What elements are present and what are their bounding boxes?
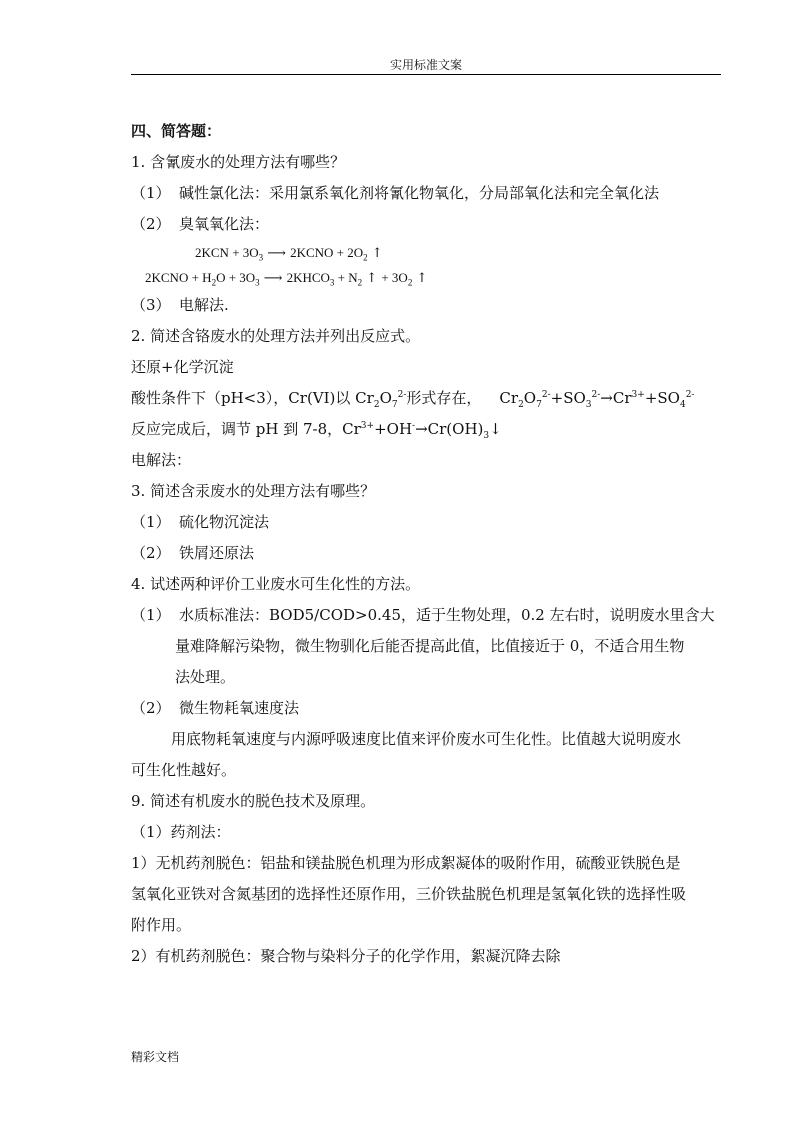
- item-text: 铁屑还原法: [179, 544, 255, 562]
- item-number: （1）: [131, 513, 171, 531]
- q1-title: 1. 含氰废水的处理方法有哪些？: [131, 153, 346, 171]
- header-rule: [131, 74, 721, 75]
- q4-title: 4. 试述两种评价工业废水可生化性的方法。: [131, 575, 421, 593]
- q3-item-1: [131, 507, 721, 538]
- equation-ozone-1: $2KCN + 3O_3$ ⟶ 2KCNO + $2O_2$ ↑: [195, 245, 383, 263]
- q1-item-3: [131, 290, 721, 321]
- page-footer: 精彩文档: [131, 1050, 180, 1064]
- q4-item-2: [131, 693, 721, 724]
- item-text: 水质标准法：BOD5/COD>0.45，适于生物处理，0.2 左右时，说明废水里含大: [179, 606, 715, 624]
- item-text: 碱性氯化法：采用氯系氧化剂将氰化物氧化，分局部氧化法和完全氧化法: [179, 184, 660, 202]
- q2-method-1: 还原+化学沉淀: [131, 358, 234, 376]
- q9-paragraph-1-line-3: 附作用。: [131, 916, 192, 934]
- q2-acid-reaction: 酸性条件下（pH<3），Cr(VI)以 $Cr_2O_7^{2-}$形式存在， $Cr_2O_7^{2-}+SO_3^{2-}\to Cr^{3+}+SO_4^{2-}$: [131, 389, 695, 410]
- q1-item-1: [131, 178, 721, 209]
- section-title: 四、简答题：: [131, 122, 222, 140]
- q4-item-1-line-1: [131, 600, 721, 631]
- q2-method-2: 电解法：: [131, 451, 192, 469]
- item-number: （2）: [131, 215, 171, 233]
- item-number: （3）: [131, 296, 171, 314]
- document-body: [131, 116, 721, 972]
- q3-title: 3. 简述含汞废水的处理方法有哪些？: [131, 482, 376, 500]
- page-header: 实用标准文案: [389, 58, 462, 72]
- q4-item-1-line-2: 量难降解污染物，微生物驯化后能否提高此值，比值接近于 0，不适合用生物: [175, 637, 685, 655]
- item-text: 微生物耗氧速度法: [179, 699, 300, 717]
- item-number: （1）: [131, 606, 171, 624]
- item-text: 臭氧氧化法：: [179, 215, 270, 233]
- item-text: 电解法.: [179, 296, 229, 314]
- q3-item-2: [131, 538, 721, 569]
- q9-paragraph-1-line-2: 氢氧化亚铁对含氮基团的选择性还原作用，三价铁盐脱色机理是氢氧化铁的选择性吸: [131, 885, 687, 903]
- item-text: 硫化物沉淀法: [179, 513, 270, 531]
- q1-item-2: [131, 209, 721, 240]
- q4-item-1-line-3: 法处理。: [175, 668, 236, 686]
- item-number: （2）: [131, 699, 171, 717]
- item-number: （2）: [131, 544, 171, 562]
- q9-title: 9. 简述有机废水的脱色技术及原理。: [131, 792, 376, 810]
- q2-title: 2. 简述含铬废水的处理方法并列出反应式。: [131, 327, 421, 345]
- item-number: （1）: [131, 184, 171, 202]
- q4-paragraph-line-2: 可生化性越好。: [131, 761, 237, 779]
- equation-ozone-2: 2KCNO + $H_2O + 3O_3$ ⟶ $2KHCO_3 + N_2$ ↑ + $3O_2$ ↑: [145, 270, 428, 288]
- q2-neutral-reaction: 反应完成后，调节 pH 到 7-8，$Cr^{3+}+OH^-\to Cr(OH)_3↓$: [131, 420, 502, 441]
- q9-paragraph-1-line-1: 1）无机药剂脱色：铝盐和镁盐脱色机理为形成絮凝体的吸附作用，硫酸亚铁脱色是: [131, 854, 681, 872]
- q9-paragraph-2: 2）有机药剂脱色：聚合物与染料分子的化学作用，絮凝沉降去除: [131, 947, 561, 965]
- q9-subheading-1: （1）药剂法：: [131, 823, 231, 841]
- q4-paragraph-line-1: 用底物耗氧速度与内源呼吸速度比值来评价废水可生化性。比值越大说明废水: [171, 730, 682, 748]
